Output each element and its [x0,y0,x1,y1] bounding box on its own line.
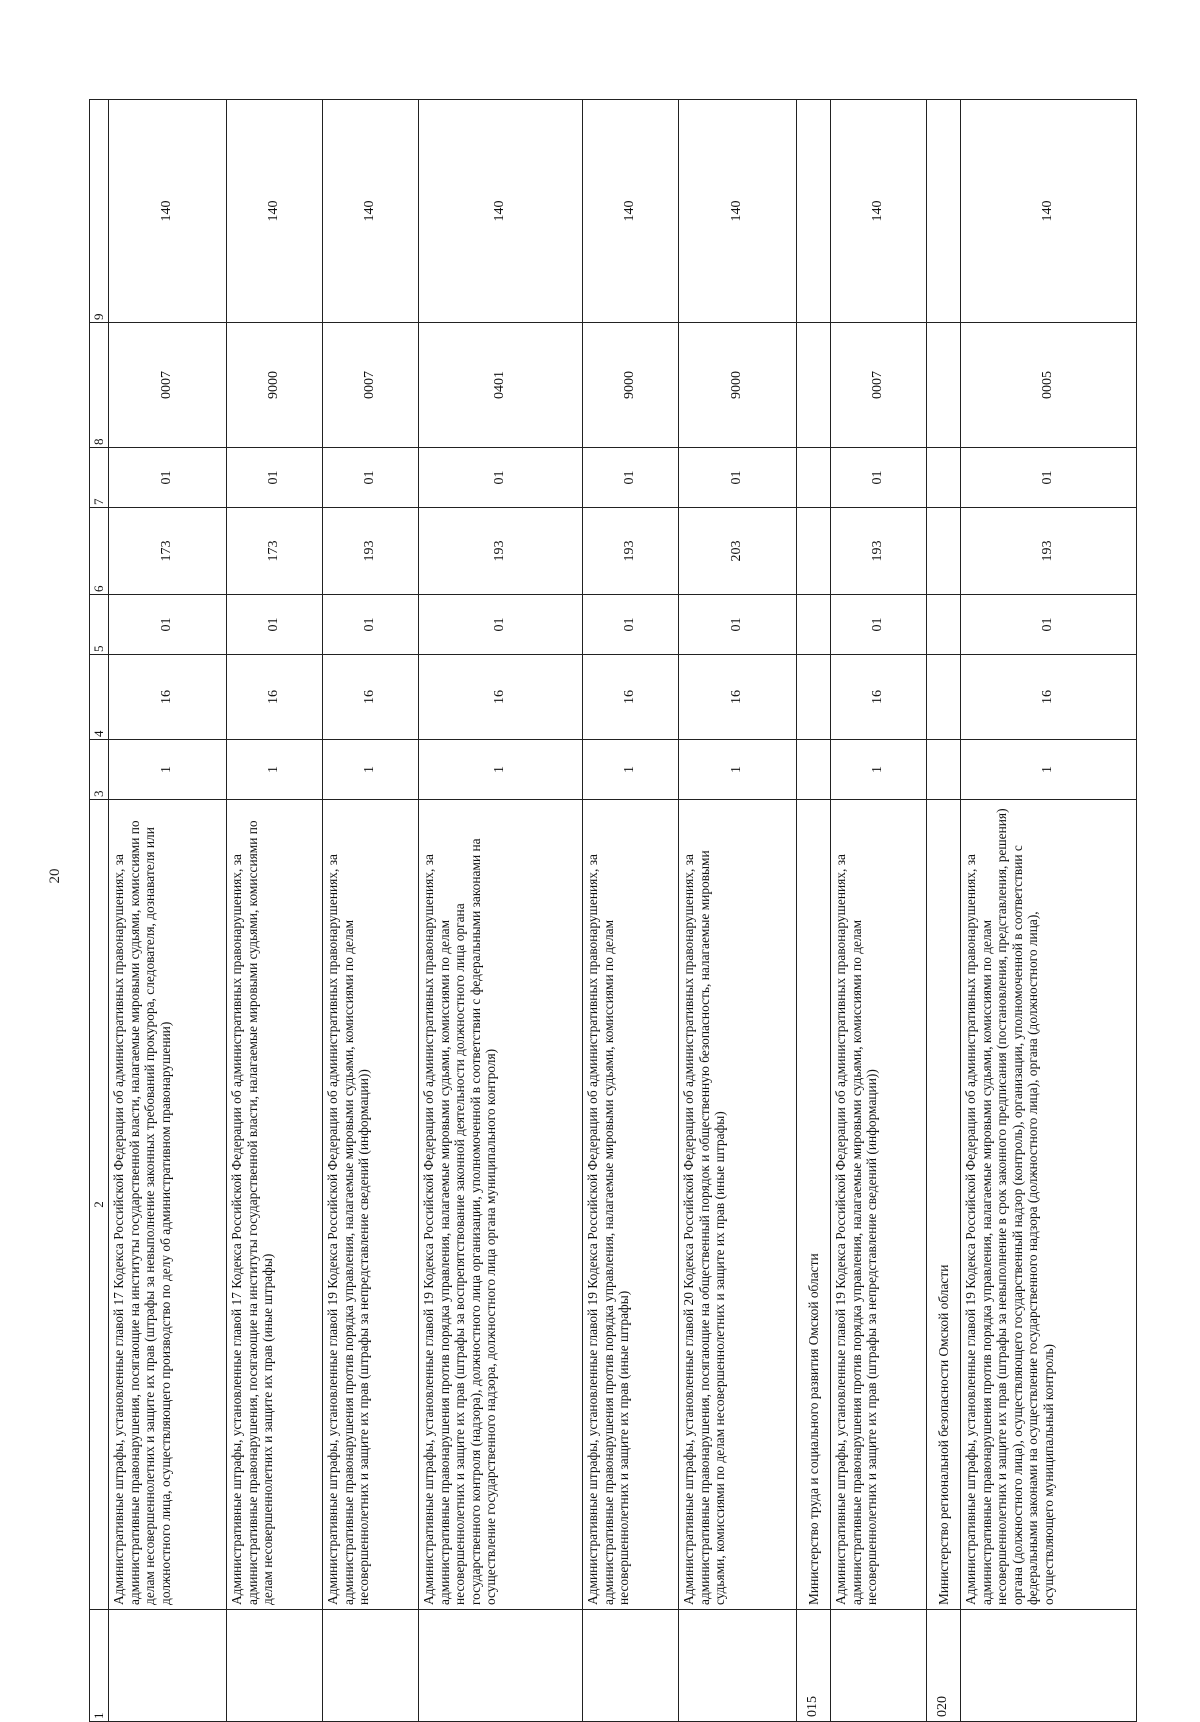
code-c7-cell: 01 [323,448,419,508]
code-c3-cell: 1 [323,740,419,800]
description-cell: Административные штрафы, установленные главой 19 Кодекса Российской Федерации об административных правонарушениях, за административные правонарушения против порядка управления, налагаемые мировыми судьями, комиссиями по делам несовершеннолетних и защите их прав (штрафы за воспрепятствование законной деятельности должностного лица органа государственного контроля (надзора), должностного лица организации, уполномоченной в соответствии с федеральными законами на осуществление государственного надзора, должностного лица органа муниципального контроля) [419,800,583,1610]
column-number-row [90,100,109,1722]
code-c8-cell: 0401 [419,323,583,448]
empty-cell [797,448,831,508]
code-c9-cell: 140 [583,100,679,323]
code-c4-cell: 16 [583,655,679,740]
description-cell: Административные штрафы, установленные главой 19 Кодекса Российской Федерации об административных правонарушениях, за административные правонарушения против порядка управления, налагаемые мировыми судьями, комиссиями по делам несовершеннолетних и защите их прав (штрафы за непредставление сведений (информации)) [323,800,419,1610]
code-c7-cell: 01 [831,448,927,508]
empty-cell [797,740,831,800]
code-c8-cell: 9000 [583,323,679,448]
code-c9-cell: 140 [227,100,323,323]
description-cell: Административные штрафы, установленные главой 17 Кодекса Российской Федерации об административных правонарушениях, за административные правонарушения, посягающие на институты государственной власти, налагаемые мировыми судьями, комиссиями по делам несовершеннолетних и защите их прав (иные штрафы) [227,800,323,1610]
code-c9-cell: 140 [831,100,927,323]
code-c6-cell: 193 [323,508,419,595]
ministry-code-cell [109,1610,227,1722]
description-cell: Административные штрафы, установленные главой 20 Кодекса Российской Федерации об административных правонарушениях, за административные правонарушения, посягающие на общественный порядок и общественную безопасность, налагаемые мировыми судьями, комиссиями по делам несовершеннолетних и защите их прав (иные штрафы) [679,800,797,1610]
code-c6-cell: 193 [831,508,927,595]
ministry-row [797,100,831,1722]
code-c3-cell: 1 [583,740,679,800]
budget-table [89,99,1137,1722]
empty-cell [797,508,831,595]
column-number: 5 [90,595,109,655]
ministry-code-cell [419,1610,583,1722]
code-c7-cell: 01 [961,448,1137,508]
code-c9-cell: 140 [323,100,419,323]
code-c4-cell: 16 [109,655,227,740]
code-c4-cell: 16 [419,655,583,740]
empty-cell [927,740,961,800]
code-c6-cell: 193 [583,508,679,595]
description-cell: Административные штрафы, установленные главой 19 Кодекса Российской Федерации об административных правонарушениях, за административные правонарушения против порядка управления, налагаемые мировыми судьями, комиссиями по делам несовершеннолетних и защите их прав (иные штрафы) [583,800,679,1610]
description-cell: Административные штрафы, установленные главой 19 Кодекса Российской Федерации об административных правонарушениях, за административные правонарушения против порядка управления, налагаемые мировыми судьями, комиссиями по делам несовершеннолетних и защите их прав (штрафы за невыполнение в срок законного предписания (постановления, представления, решения) органа (должностного лица), осуществляющего государственный надзор (контроль), организации, уполномоченной в соответствии с федеральными законами на осуществление государственного надзора (должностного лица), органа (должностного лица), осуществляющего муниципальный контроль) [961,800,1137,1610]
ministry-name-cell: Министерство региональной безопасности Омской области [927,800,961,1610]
code-c6-cell: 173 [109,508,227,595]
empty-cell [797,323,831,448]
column-number: 2 [90,800,109,1610]
ministry-code-cell: 020 [927,1610,961,1722]
code-c6-cell: 193 [961,508,1137,595]
code-c5-cell: 01 [419,595,583,655]
ministry-code-cell [961,1610,1137,1722]
empty-cell [927,655,961,740]
code-c8-cell: 9000 [227,323,323,448]
ministry-code-cell [583,1610,679,1722]
code-c4-cell: 16 [831,655,927,740]
code-c3-cell: 1 [679,740,797,800]
code-c8-cell: 0007 [323,323,419,448]
empty-cell [927,508,961,595]
code-c5-cell: 01 [323,595,419,655]
code-c3-cell: 1 [831,740,927,800]
code-c8-cell: 9000 [679,323,797,448]
code-c3-cell: 1 [227,740,323,800]
table-row [109,100,227,1722]
code-c5-cell: 01 [109,595,227,655]
code-c4-cell: 16 [679,655,797,740]
column-number: 8 [90,323,109,448]
code-c6-cell: 193 [419,508,583,595]
code-c8-cell: 0007 [831,323,927,448]
table-row [679,100,797,1722]
ministry-code-cell: 015 [797,1610,831,1722]
code-c3-cell: 1 [109,740,227,800]
description-cell: Административные штрафы, установленные главой 19 Кодекса Российской Федерации об административных правонарушениях, за административные правонарушения против порядка управления, налагаемые мировыми судьями, комиссиями по делам несовершеннолетних и защите их прав (штрафы за непредставление сведений (информации)) [831,800,927,1610]
code-c4-cell: 16 [227,655,323,740]
empty-cell [927,100,961,323]
code-c9-cell: 140 [419,100,583,323]
code-c8-cell: 0007 [109,323,227,448]
empty-cell [927,323,961,448]
empty-cell [797,655,831,740]
empty-cell [797,100,831,323]
table-row [419,100,583,1722]
column-number: 4 [90,655,109,740]
description-cell: Административные штрафы, установленные главой 17 Кодекса Российской Федерации об административных правонарушениях, за административные правонарушения, посягающие на институты государственной власти, налагаемые мировыми судьями, комиссиями по делам несовершеннолетних и защите их прав (штрафы за невыполнение законных требований прокурора, следователя, дознавателя или должностного лица, осуществляющего производство по делу об административном правонарушении) [109,800,227,1610]
code-c7-cell: 01 [109,448,227,508]
ministry-name-cell: Министерство труда и социального развития Омской области [797,800,831,1610]
code-c6-cell: 173 [227,508,323,595]
column-number: 3 [90,740,109,800]
table-body [109,100,1137,1722]
ministry-code-cell [679,1610,797,1722]
code-c5-cell: 01 [583,595,679,655]
ministry-code-cell [323,1610,419,1722]
code-c5-cell: 01 [227,595,323,655]
code-c6-cell: 203 [679,508,797,595]
empty-cell [797,595,831,655]
column-number: 9 [90,100,109,323]
empty-cell [927,595,961,655]
code-c9-cell: 140 [679,100,797,323]
empty-cell [927,448,961,508]
ministry-row [927,100,961,1722]
code-c7-cell: 01 [583,448,679,508]
table-row [961,100,1137,1722]
code-c9-cell: 140 [109,100,227,323]
code-c4-cell: 16 [323,655,419,740]
rotated-table-container [89,100,1096,1722]
code-c7-cell: 01 [679,448,797,508]
column-number: 1 [90,1610,109,1722]
code-c7-cell: 01 [227,448,323,508]
code-c8-cell: 0005 [961,323,1137,448]
table-row [227,100,323,1722]
code-c5-cell: 01 [831,595,927,655]
code-c9-cell: 140 [961,100,1137,323]
code-c4-cell: 16 [961,655,1137,740]
page-number: 20 [47,868,63,884]
table-row [583,100,679,1722]
table-row [323,100,419,1722]
ministry-code-cell [227,1610,323,1722]
table-row [831,100,927,1722]
ministry-code-cell [831,1610,927,1722]
code-c3-cell: 1 [961,740,1137,800]
code-c7-cell: 01 [419,448,583,508]
code-c3-cell: 1 [419,740,583,800]
column-number: 7 [90,448,109,508]
column-number: 6 [90,508,109,595]
code-c5-cell: 01 [679,595,797,655]
code-c5-cell: 01 [961,595,1137,655]
